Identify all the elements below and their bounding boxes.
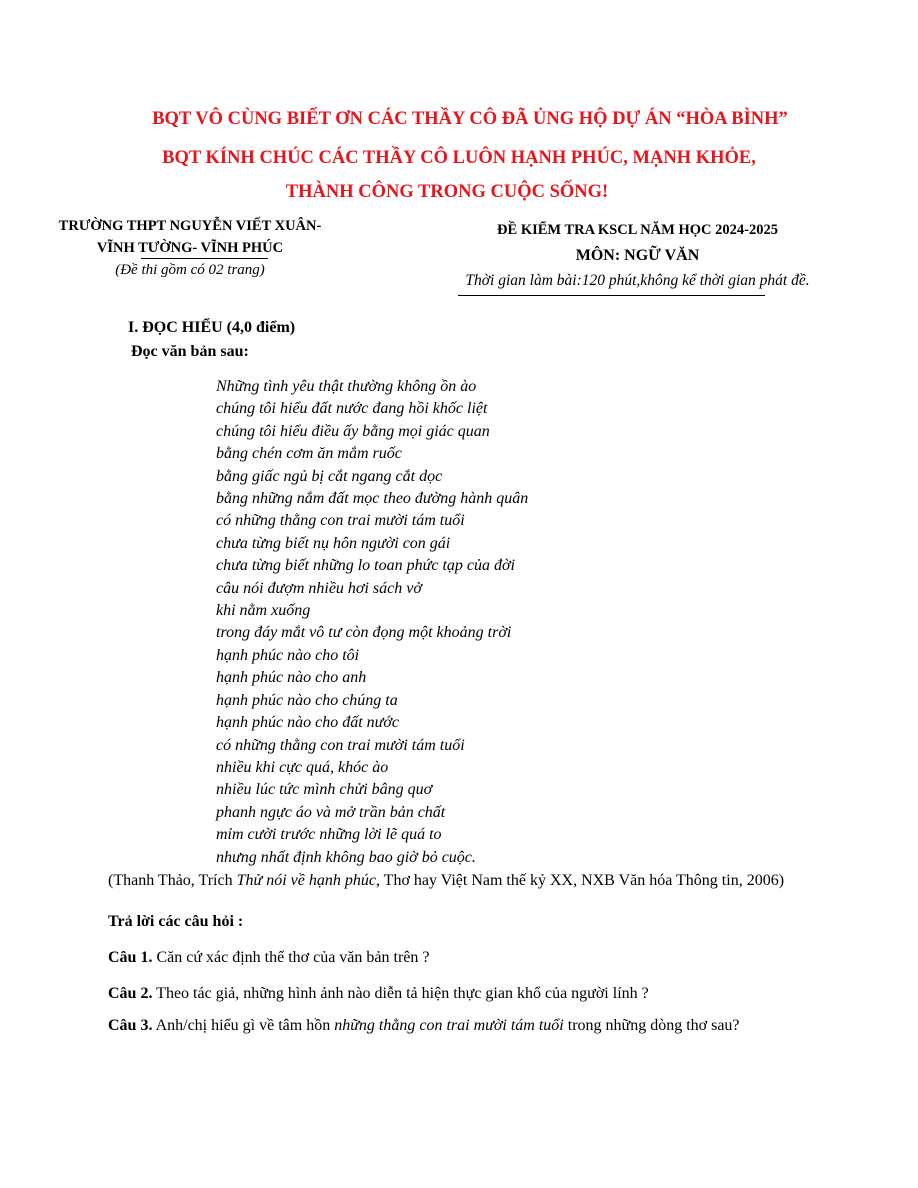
school-location: VĨNH TƯỜNG- VĨNH PHÚC [96, 240, 284, 256]
poem-line: nhiều khi cực quá, khóc ào [216, 758, 389, 776]
poem-line: chúng tôi hiểu điều ấy bằng mọi giác quan [216, 422, 490, 440]
exam-header [420, 218, 855, 293]
pages-note: (Đề thi gồm có 02 trang) [115, 262, 265, 278]
poem [216, 376, 528, 869]
poem-line: hạnh phúc nào cho tôi [216, 646, 360, 664]
banner-line-1: BQT VÔ CÙNG BIẾT ƠN CÁC THẦY CÔ ĐÃ ỦNG HỘ DỰ ÁN “HÒA BÌNH” [152, 109, 788, 129]
school-header [30, 215, 350, 281]
question-label: Câu 3. [108, 1017, 153, 1034]
question-text: Căn cứ xác định thể thơ của văn bản trên ? [152, 949, 430, 966]
question-text: Anh/chị hiểu gì về tâm hồn [152, 1017, 335, 1034]
poem-line: Những tình yêu thật thường không ồn ào [216, 378, 477, 395]
question-text: Theo tác giả, những hình ảnh nào diễn tả hiện thực gian khổ của người lính ? [152, 985, 649, 1002]
poem-line: nhiều lúc tức mình chửi bâng quơ [216, 781, 433, 799]
question-1 [108, 947, 820, 969]
answer-instruction: Trả lời các câu hỏi : [108, 913, 244, 930]
banner-line-3: THÀNH CÔNG TRONG CUỘC SỐNG! [285, 182, 609, 202]
poem-line: câu nói đượm nhiều hơi sách vở [216, 579, 422, 597]
time-note: Thời gian làm bài:120 phút,không kể thời gian phát đề. [465, 272, 810, 289]
poem-line: trong đáy mắt vô tư còn đọng một khoảng trời [216, 624, 512, 642]
source-work: Thử nói về hạnh phúc [236, 872, 376, 889]
poem-line: phanh ngực áo và mở trần bản chất [216, 803, 446, 821]
poem-source [108, 869, 820, 892]
question-emphasis: những thằng con trai mười tám tuổi [334, 1017, 564, 1034]
poem-line: khi nằm xuống [216, 602, 311, 620]
poem-line: chúng tôi hiểu đất nước đang hồi khốc liệt [216, 400, 488, 418]
time-underline [458, 295, 765, 296]
poem-line: bằng những nắm đất mọc theo đường hành quân [216, 490, 529, 508]
exam-title: ĐỀ KIỂM TRA KSCL NĂM HỌC 2024-2025 [497, 222, 778, 238]
question-3 [108, 1015, 820, 1037]
poem-line: bằng giấc ngủ bị cắt ngang cắt dọc [216, 467, 443, 485]
source-suffix: , Thơ hay Việt Nam thế kỷ XX, NXB Văn hóa Thông tin, 2006) [375, 872, 785, 889]
question-label: Câu 1. [108, 949, 153, 966]
poem-line: hạnh phúc nào cho đất nước [216, 714, 400, 732]
poem-line: có những thằng con trai mười tám tuổi [216, 736, 465, 754]
poem-line: bằng chén cơm ăn mắm ruốc [216, 445, 402, 463]
banner-line-2: BQT KÍNH CHÚC CÁC THẦY CÔ LUÔN HẠNH PHÚC, MẠNH KHỎE, [162, 148, 756, 168]
school-underline [141, 258, 268, 259]
question-text-end: trong những dòng thơ sau? [563, 1017, 740, 1034]
question-label: Câu 2. [108, 985, 153, 1002]
poem-line: có những thằng con trai mười tám tuổi [216, 512, 465, 530]
read-instruction: Đọc văn bản sau: [131, 343, 249, 360]
poem-line: mỉm cười trước những lời lẽ quá to [216, 826, 442, 844]
school-name: TRƯỜNG THPT NGUYỄN VIẾT XUÂN- [58, 218, 322, 234]
poem-line: nhưng nhất định không bao giờ bỏ cuộc. [216, 848, 476, 866]
poem-line: chưa từng biết nụ hôn người con gái [216, 534, 451, 552]
question-2 [108, 983, 820, 1005]
exam-subject: MÔN: NGỮ VĂN [575, 247, 700, 264]
source-prefix: (Thanh Thảo, Trích [108, 872, 237, 889]
section-title: I. ĐỌC HIỂU (4,0 điểm) [128, 319, 296, 336]
poem-line: hạnh phúc nào cho anh [216, 669, 367, 687]
poem-line: chưa từng biết những lo toan phức tạp của đời [216, 557, 515, 575]
poem-line: hạnh phúc nào cho chúng ta [216, 691, 398, 709]
